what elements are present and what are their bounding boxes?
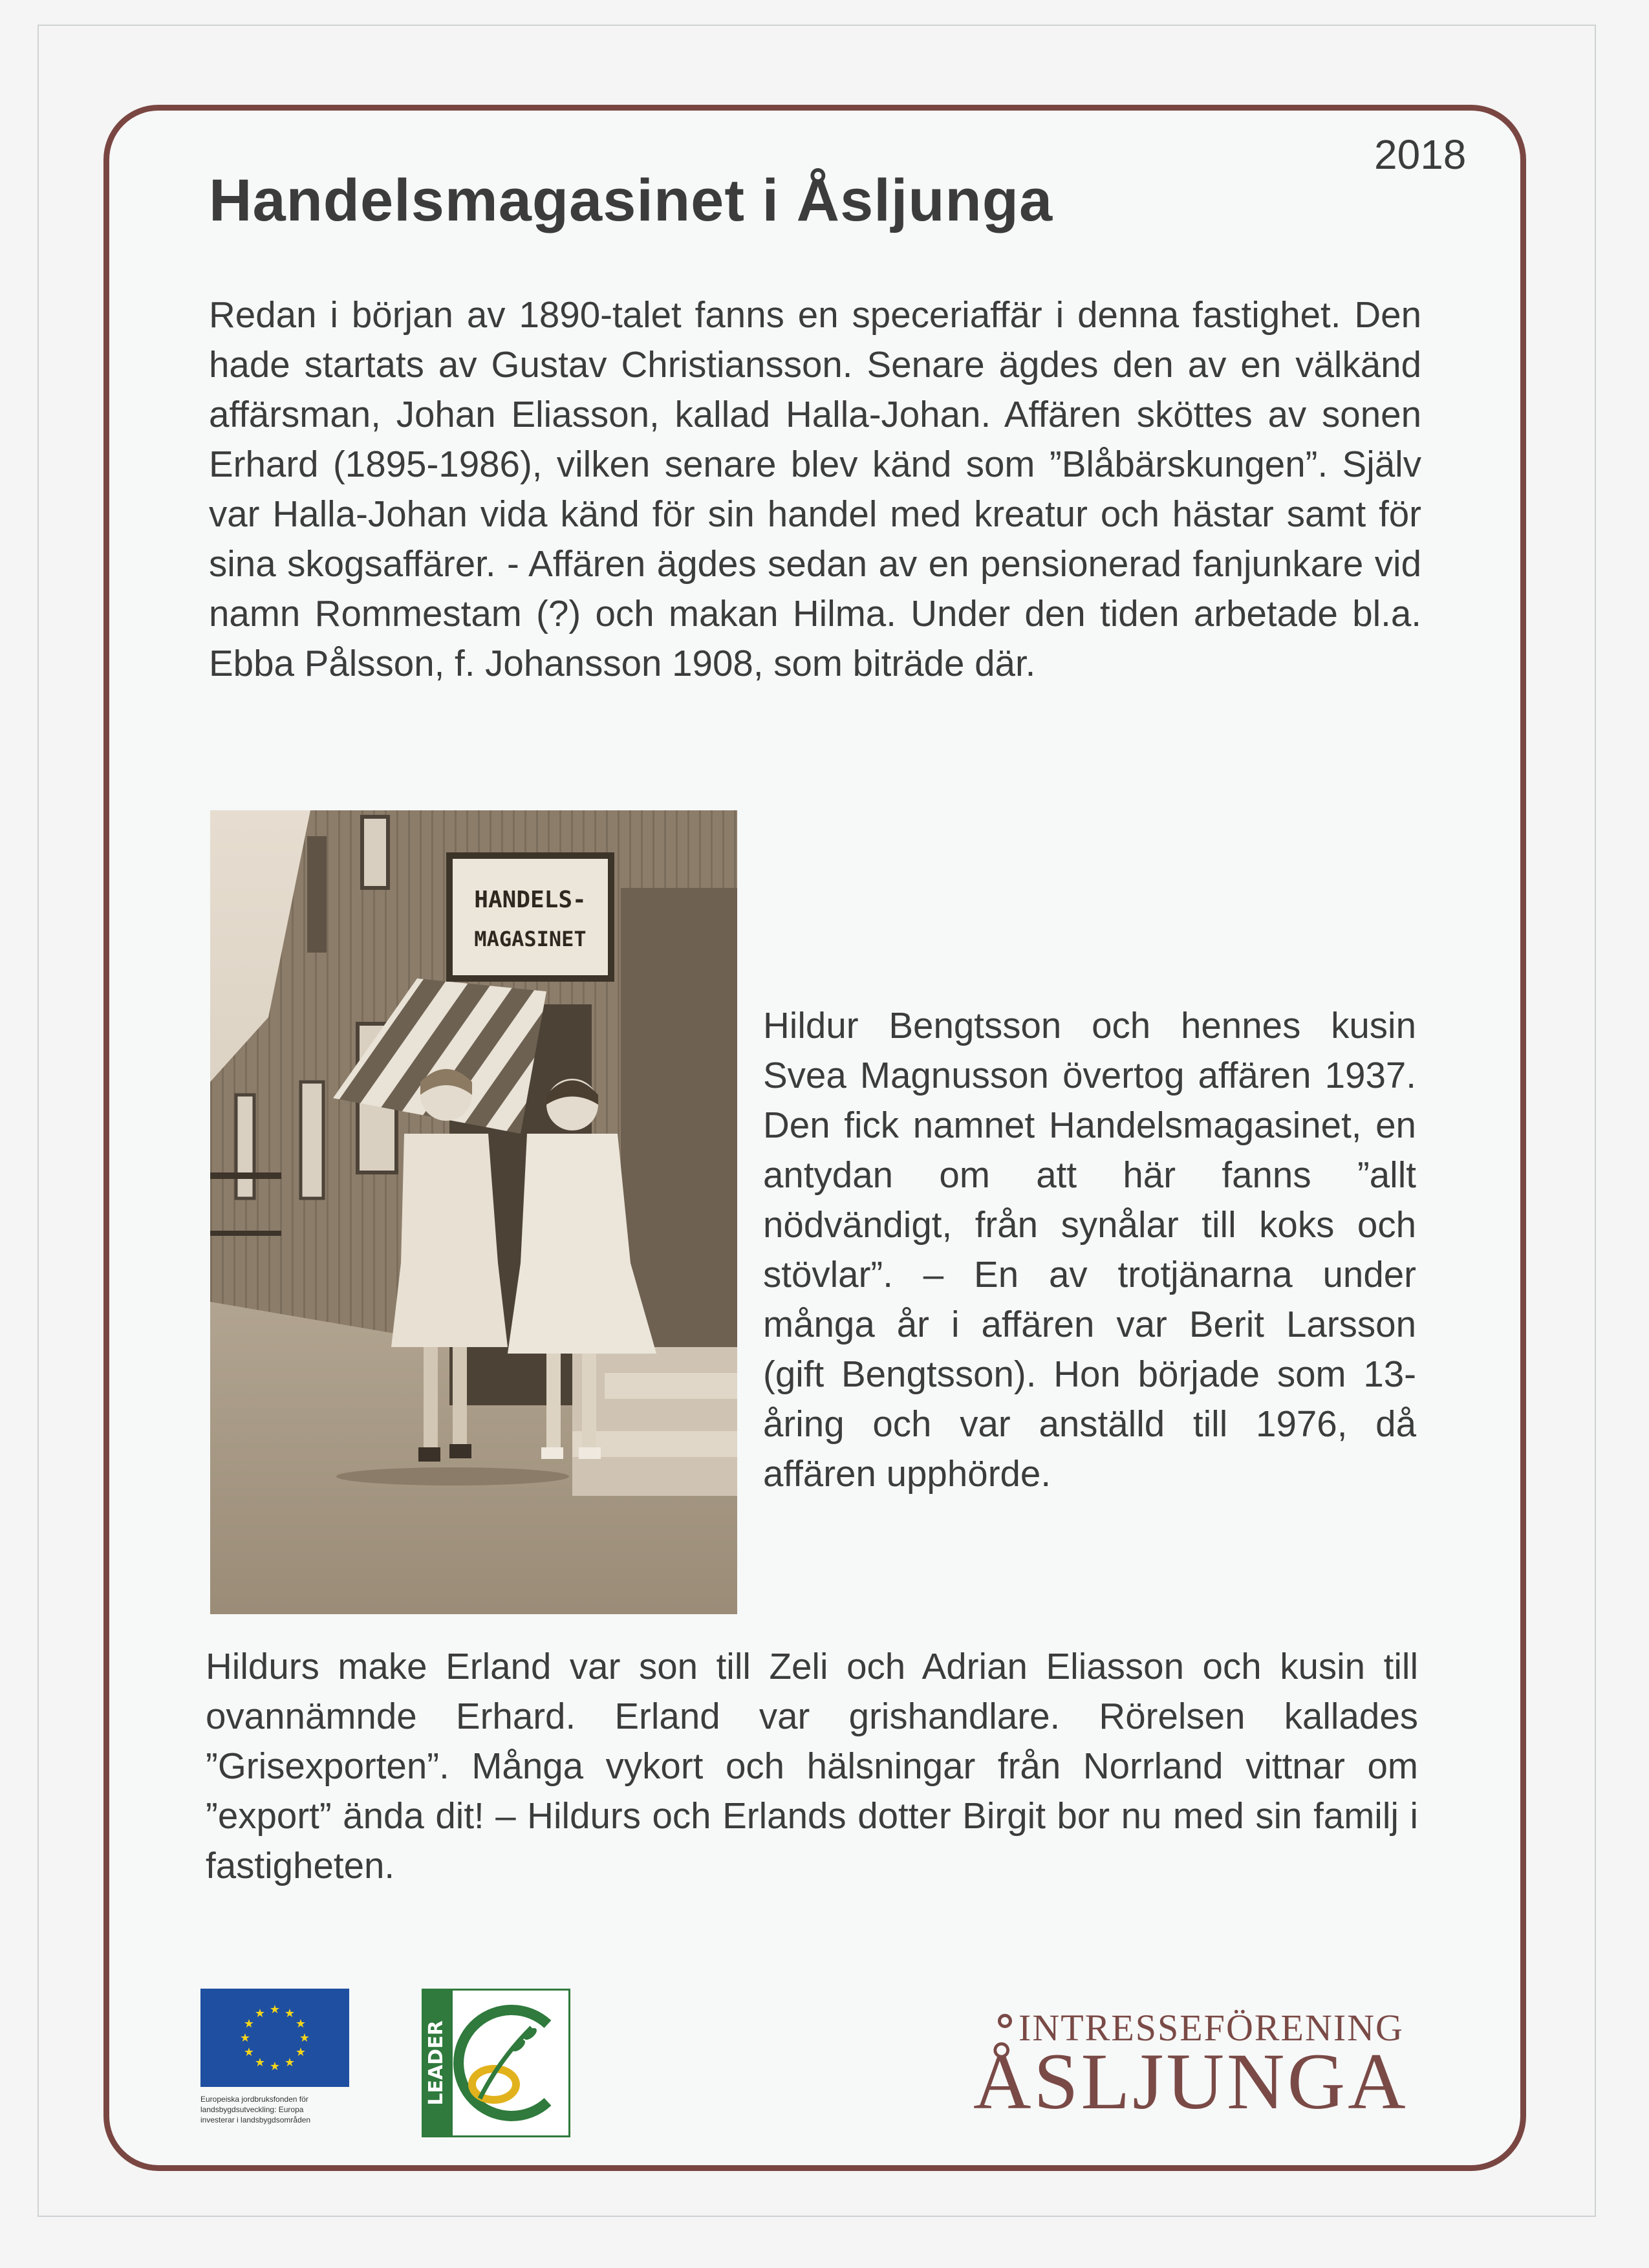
svg-text:★: ★ — [254, 2056, 266, 2069]
closing-paragraph: Hildurs make Erland var son till Zeli och Adrian Eliasson och kusin till ovannämnde Erhard. Erland var grishandlare. Rörelsen kallades ”Grisexporten”. Många vykort och hälsningar från Norrland vittnar om ”export” ända dit! – Hildurs och Erlands dotter Birgit bor nu med sin familj i fastigheten. — [206, 1646, 1418, 1886]
svg-text:★: ★ — [284, 2007, 296, 2020]
store-sign-line1: HANDELS- — [474, 887, 587, 913]
eu-caption-line: landsbygdsutveckling: Europa — [200, 2105, 304, 2114]
svg-text:★: ★ — [299, 2031, 310, 2045]
eu-caption — [200, 2094, 369, 2125]
svg-text:★: ★ — [295, 2017, 307, 2031]
org-line2: ÅSLJUNGA — [973, 2037, 1408, 2126]
svg-text:★: ★ — [243, 2017, 255, 2031]
eu-caption-line: investerar i landsbygdsområden — [200, 2115, 311, 2124]
svg-text:★: ★ — [269, 2003, 281, 2016]
asljunga-association-logo — [973, 2000, 1484, 2129]
org-ring-mark — [998, 2014, 1012, 2028]
leader-text: LEADER — [425, 2020, 447, 2106]
svg-text:★: ★ — [295, 2046, 307, 2059]
svg-text:★: ★ — [284, 2056, 296, 2069]
org-line1: INTRESSEFÖRENING — [1018, 2007, 1404, 2049]
eu-flag-logo — [200, 1989, 349, 2087]
photo-caption-paragraph: Hildur Bengtsson och hennes kusin Svea Magnusson övertog affären 1937. Den fick namnet Handelsmagasinet, en antydan om att här fanns ”allt nödvändigt, från synålar till koks och stövlar”. – En av trotjänarna under många år i affären var Berit Larsson (gift Bengtsson). Hon började som 13-åring och var anställd till 1976, då affären upphörde. — [763, 1005, 1416, 1494]
svg-text:★: ★ — [239, 2031, 251, 2045]
historic-store-photo — [210, 810, 737, 1614]
leader-logo — [422, 1989, 570, 2137]
page-title: Handelsmagasinet i Åsljunga — [209, 167, 1053, 233]
store-sign-line2: MAGASINET — [474, 927, 587, 951]
svg-text:★: ★ — [243, 2046, 255, 2059]
svg-text:★: ★ — [269, 2060, 281, 2073]
year-label: 2018 — [1374, 131, 1467, 178]
eu-caption-line: Europeiska jordbruksfonden för — [200, 2095, 308, 2104]
svg-text:★: ★ — [254, 2007, 266, 2020]
intro-paragraph: Redan i början av 1890-talet fanns en speceriaffär i denna fastighet. Den hade startats av Gustav Christiansson. Senare ägdes den av en välkänd affärsman, Johan Eliasson, kallad Halla-Johan. Affären sköttes av sonen Erhard (1895-1986), vilken senare blev känd som ”Blåbärskungen”. Själv var Halla-Johan vida känd för sin handel med kreatur och hästar samt för sina skogsaffärer. - Affären ägdes sedan av en pensionerad fanjunkare vid namn Rommestam (?) och makan Hilma. Under den tiden arbetade bl.a. Ebba Pålsson, f. Johansson 1908, som biträde där. — [209, 294, 1421, 684]
